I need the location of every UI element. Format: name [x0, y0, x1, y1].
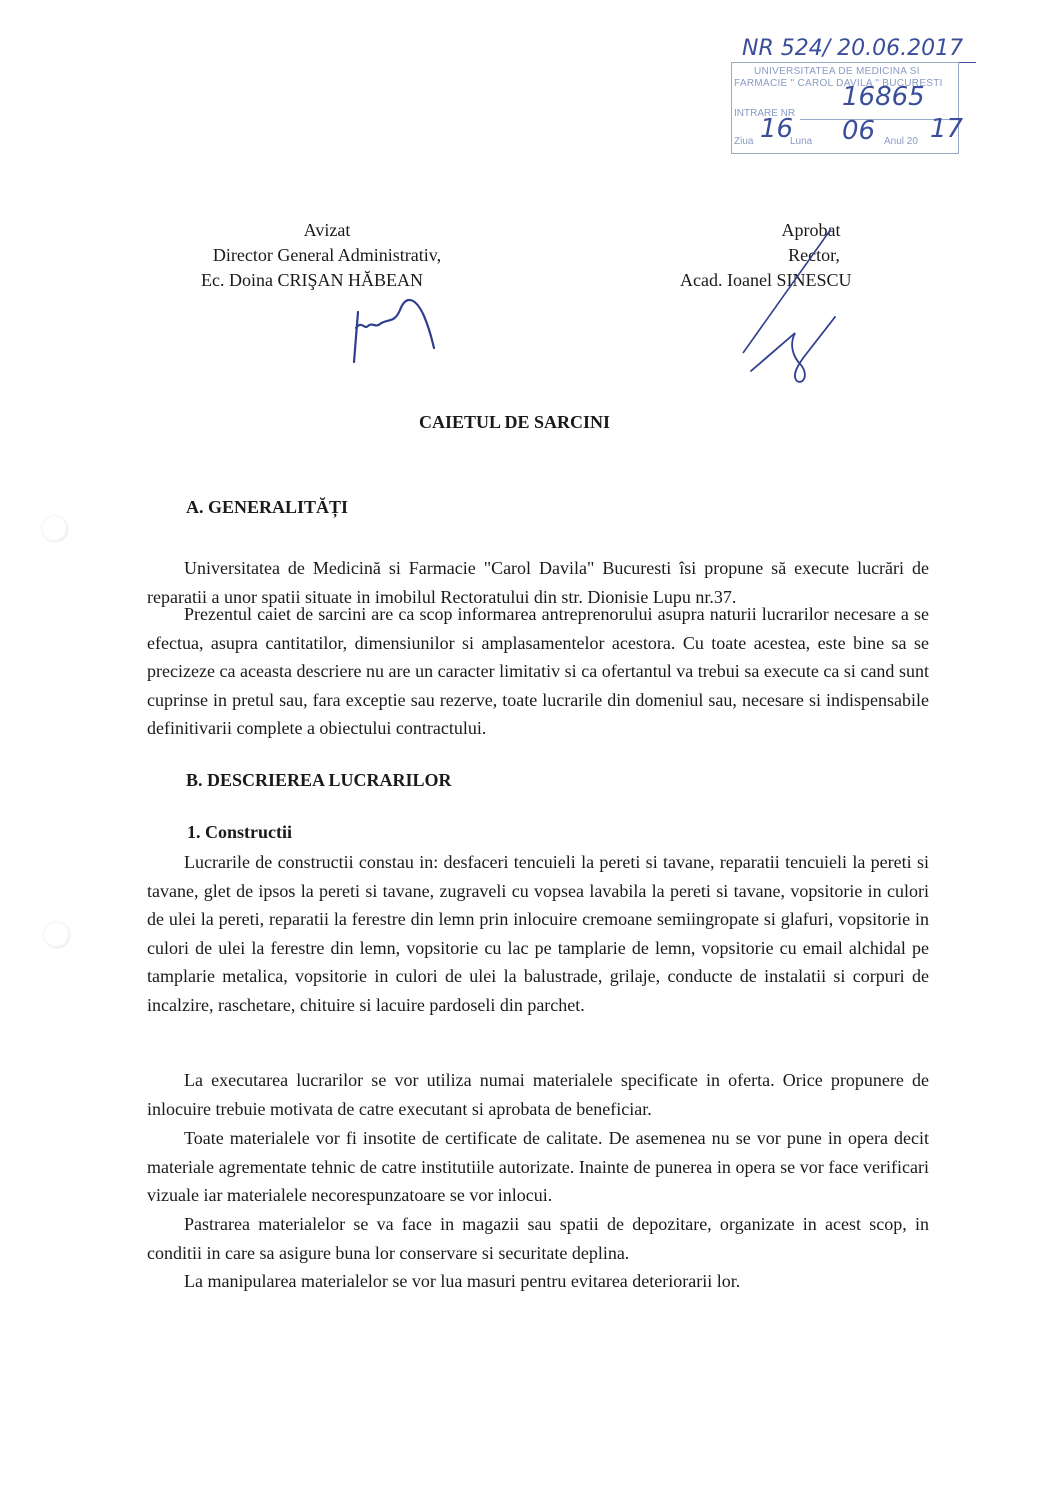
stamp-line-1: UNIVERSITATEA DE MEDICINA SI — [754, 66, 920, 77]
stamp-month-label: Luna — [790, 136, 813, 147]
section-a-paragraph-2: Prezentul caiet de sarcini are ca scop informarea antreprenorului asupra naturii lucrarilor necesare a se efectua, asupra cantitatilor, dimensiunilor si amplasamentelor acestora. Cu toate acestea, este bine sa se precizeze ca aceasta descriere nu are un caracter limitativ si ca ofertantul va trebui sa execute ca si cand sunt cuprinse in pretul sau, fara exceptie sau rezerve, toate lucrarile din domeniul sau, necesare si indispensabile definitivarii complete a obiectului contractului. — [147, 604, 929, 739]
approval-left-role: Director General Administrativ, — [212, 245, 442, 265]
registration-stamp — [731, 62, 964, 154]
signature-left-icon — [340, 290, 450, 370]
stamp-year: 17 — [930, 114, 964, 144]
approval-right-role: Rector, — [788, 245, 840, 265]
section-a-heading: A. GENERALITĂȚI — [186, 497, 349, 517]
subsection-1-heading: 1. Constructii — [187, 822, 292, 842]
stamp-year-label: Anul 20 — [884, 136, 918, 147]
stamp-line-2: FARMACIE " CAROL DAVILA " BUCURESTI — [734, 78, 943, 89]
approval-block-left — [187, 218, 467, 293]
approval-right-name: Acad. Ioanel SINESCU — [680, 270, 852, 290]
subsection-1-paragraph-1: Lucrarile de constructii constau in: desfaceri tencuieli la pereti si tavane, reparatii tencuieli la pereti si tavane, glet de ipsos la pereti si tavane, zugraveli cu vopsea lavabila la pereti si tavane, vopsitorie in culori de ulei la pereti, reparatii la ferestre din lemn prin inlocuire cremoane semiingropate si glafuri, vopsitorie in culori de ulei la ferestre din lemn, vopsitorie cu lac pe tamplarie de lemn, vopsitorie cu email alchidal pe tamplarie metalica, vopsitorie in culori de ulei la balustrade, grilaje, conducte de instalatii si corpuri de incalzire, raschetare, chituire si lacuire pardoseli din parchet. — [147, 852, 929, 1015]
handwritten-registration-number: NR 524/ 20.06.2017 — [742, 36, 964, 61]
signature-right-icon — [735, 225, 855, 385]
punch-hole-top — [42, 516, 68, 542]
stamp-day-label: Ziua — [734, 136, 754, 147]
punch-hole-bottom — [44, 922, 70, 948]
approval-left-status: Avizat — [303, 220, 351, 240]
subsection-1-paragraph-4: Pastrarea materialelor se va face in magazii sau spatii de depozitare, organizate in acest scop, in conditii in care sa asigure buna lor conservare si securitate deplina. — [147, 1214, 929, 1263]
stamp-entry-number: 16865 — [842, 82, 925, 112]
stamp-month: 06 — [842, 116, 876, 146]
section-a-paragraph-1: Universitatea de Medicină si Farmacie "Carol Davila" Bucuresti îsi propune să execute lucrări de reparatii a unor spatii situate in imobilul Rectoratului din str. Dionisie Lupu nr.37. — [147, 558, 929, 607]
subsection-1-paragraph-5: La manipularea materialelor se vor lua masuri pentru evitarea deteriorarii lor. — [184, 1271, 741, 1291]
stamp-entry-underline — [800, 119, 950, 120]
subsection-1-paragraph-2: La executarea lucrarilor se vor utiliza numai materialele specificate in oferta. Orice propunere de inlocuire trebuie motivata de catre executant si aprobata de beneficiar. — [147, 1070, 929, 1119]
document-title: CAIETUL DE SARCINI — [419, 412, 611, 432]
approval-left-name: Ec. Doina CRIŞAN HĂBEAN — [201, 270, 423, 290]
approval-right-status: Aprobat — [781, 220, 841, 240]
stamp-day: 16 — [760, 114, 794, 144]
stamp-entry-label: INTRARE NR — [734, 108, 796, 119]
subsection-1-paragraph-3: Toate materialele vor fi insotite de certificate de calitate. De asemenea nu se vor pune in opera decit materiale agrementate tehnic de catre institutiile autorizate. Inainte de punerea in opera se vor face verificari vizuale iar materialele necorespunzatoare se vor inlocui. — [147, 1128, 929, 1206]
section-b-heading: B. DESCRIEREA LUCRARILOR — [186, 770, 452, 790]
